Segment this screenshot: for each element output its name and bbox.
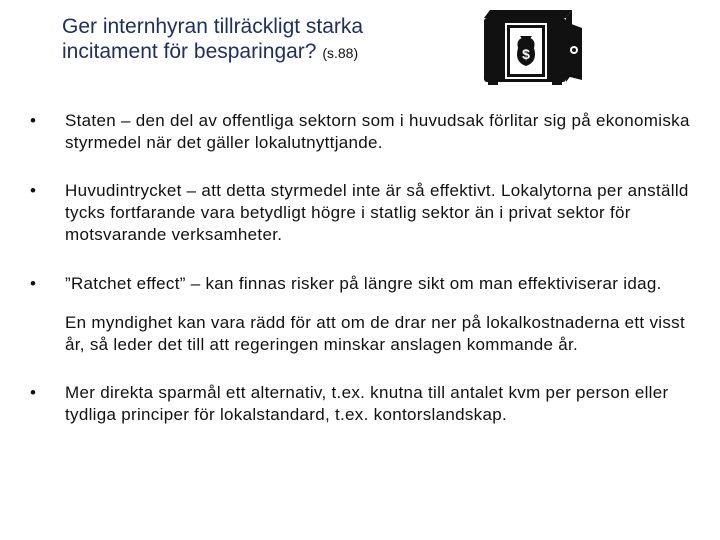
bullet-dot: •: [30, 111, 37, 130]
slide-title: [62, 14, 462, 66]
bullet-text: Staten – den del av offentliga sektorn som i huvudsak förlitar sig på ekonomiska styrmedel när det gäller lokalutnyttjande.: [65, 111, 690, 152]
bullet-dot: •: [30, 181, 37, 200]
bullet-item: [30, 110, 690, 154]
bullet-item: [30, 273, 690, 295]
svg-text:$: $: [522, 46, 530, 62]
bullet-item: [30, 180, 690, 246]
bullet-dot: •: [30, 274, 37, 293]
bullet-text: Huvudintrycket – att detta styrmedel inte är så effektivt. Lokalytorna per anställd tycks fortfarande vara betydligt högre i statlig sektor än i privat sektor för motsvarande verksamheter.: [65, 181, 689, 244]
bullet-dot: •: [30, 383, 37, 402]
bullet-text: ”Ratchet effect” – kan finnas risker på längre sikt om man effektiviserar idag.: [65, 274, 662, 293]
bullet-item: [30, 382, 690, 426]
bullet-text: Mer direkta sparmål ett alternativ, t.ex. knutna till antalet kvm per person eller tydliga principer för lokalstandard, t.ex. kontorslandskap.: [65, 383, 669, 424]
safe-with-money-icon: [476, 4, 586, 86]
sub-paragraph: En myndighet kan vara rädd för att om de drar ner på lokalkostnaderna ett visst år, så leder det till att regeringen minskar anslagen kommande år.: [65, 313, 685, 354]
slide-title-text: Ger internhyran tillräckligt starka incitament för besparingar?: [62, 15, 364, 63]
page-reference: (s.88): [322, 45, 359, 61]
slide-content: [30, 110, 690, 426]
